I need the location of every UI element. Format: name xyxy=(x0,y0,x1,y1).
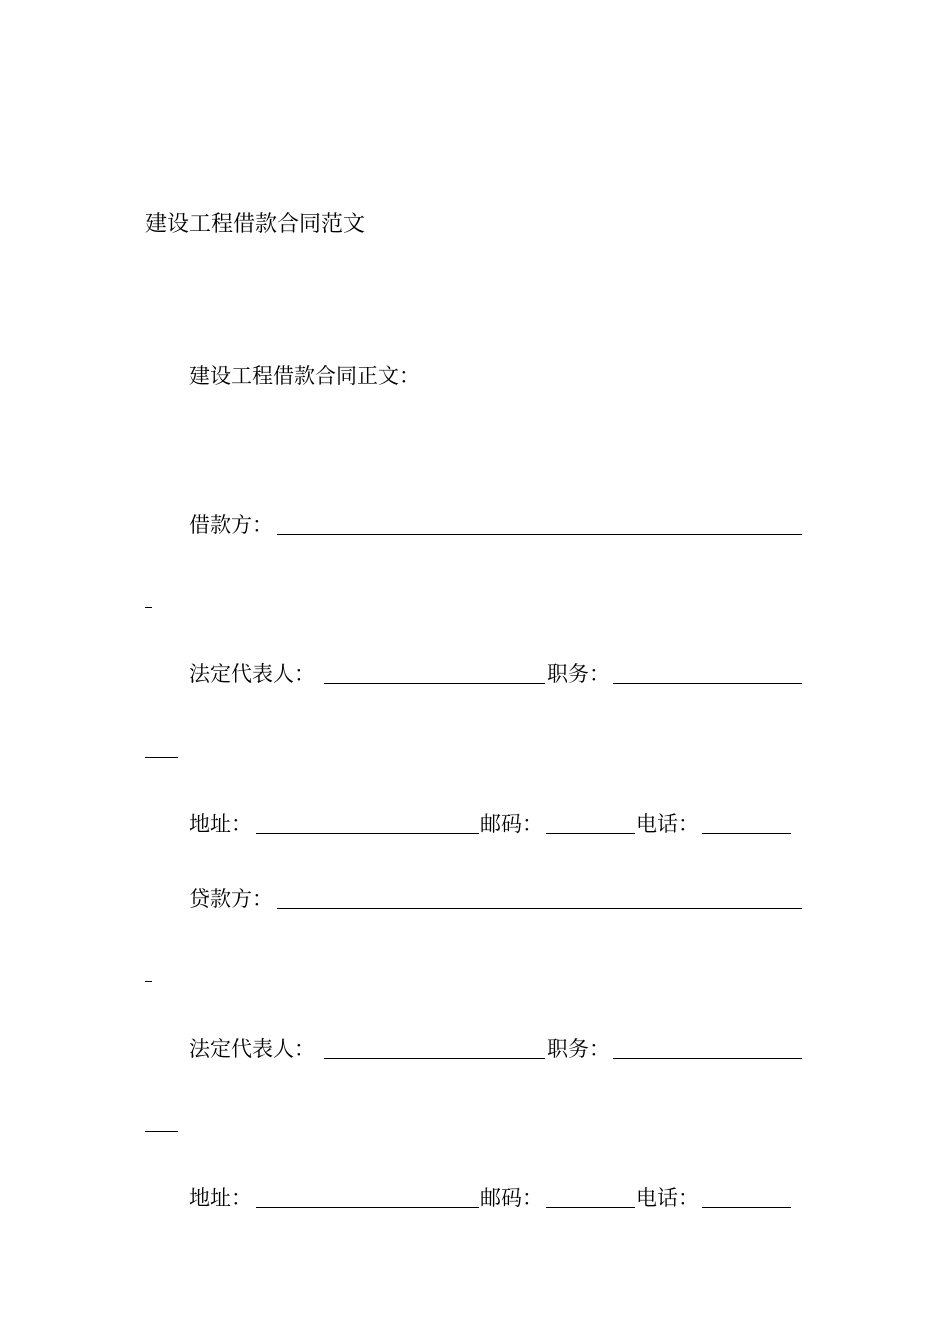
lender-party-label: 贷款方： xyxy=(189,887,273,911)
borrower-rep-label: 法定代表人： xyxy=(189,662,315,686)
borrower-address-blank xyxy=(256,833,479,834)
borrower-phone-label: 电话： xyxy=(636,812,699,836)
lender-position-blank xyxy=(613,1058,802,1059)
borrower-position-blank-continued xyxy=(145,757,178,758)
borrower-party-blank-continued xyxy=(145,607,152,608)
lender-party-blank xyxy=(277,908,802,909)
borrower-phone-blank xyxy=(702,833,791,834)
lender-rep-blank xyxy=(324,1058,545,1059)
lender-rep-label: 法定代表人： xyxy=(189,1037,315,1061)
lender-postcode-blank xyxy=(546,1207,635,1208)
lender-party-blank-continued xyxy=(145,981,152,982)
borrower-rep-blank xyxy=(324,683,545,684)
contract-intro: 建设工程借款合同正文： xyxy=(189,364,420,388)
lender-position-blank-continued xyxy=(145,1131,178,1132)
lender-phone-label: 电话： xyxy=(636,1186,699,1210)
lender-position-label: 职务： xyxy=(547,1037,610,1061)
borrower-postcode-blank xyxy=(546,833,635,834)
borrower-position-label: 职务： xyxy=(547,662,610,686)
borrower-postcode-label: 邮码： xyxy=(480,812,543,836)
borrower-party-label: 借款方： xyxy=(189,513,273,537)
lender-postcode-label: 邮码： xyxy=(480,1186,543,1210)
borrower-position-blank xyxy=(613,683,802,684)
borrower-address-label: 地址： xyxy=(189,812,252,836)
lender-phone-blank xyxy=(702,1207,791,1208)
borrower-party-blank xyxy=(277,534,802,535)
lender-address-label: 地址： xyxy=(189,1186,252,1210)
lender-address-blank xyxy=(256,1207,479,1208)
document-title: 建设工程借款合同范文 xyxy=(145,212,366,237)
